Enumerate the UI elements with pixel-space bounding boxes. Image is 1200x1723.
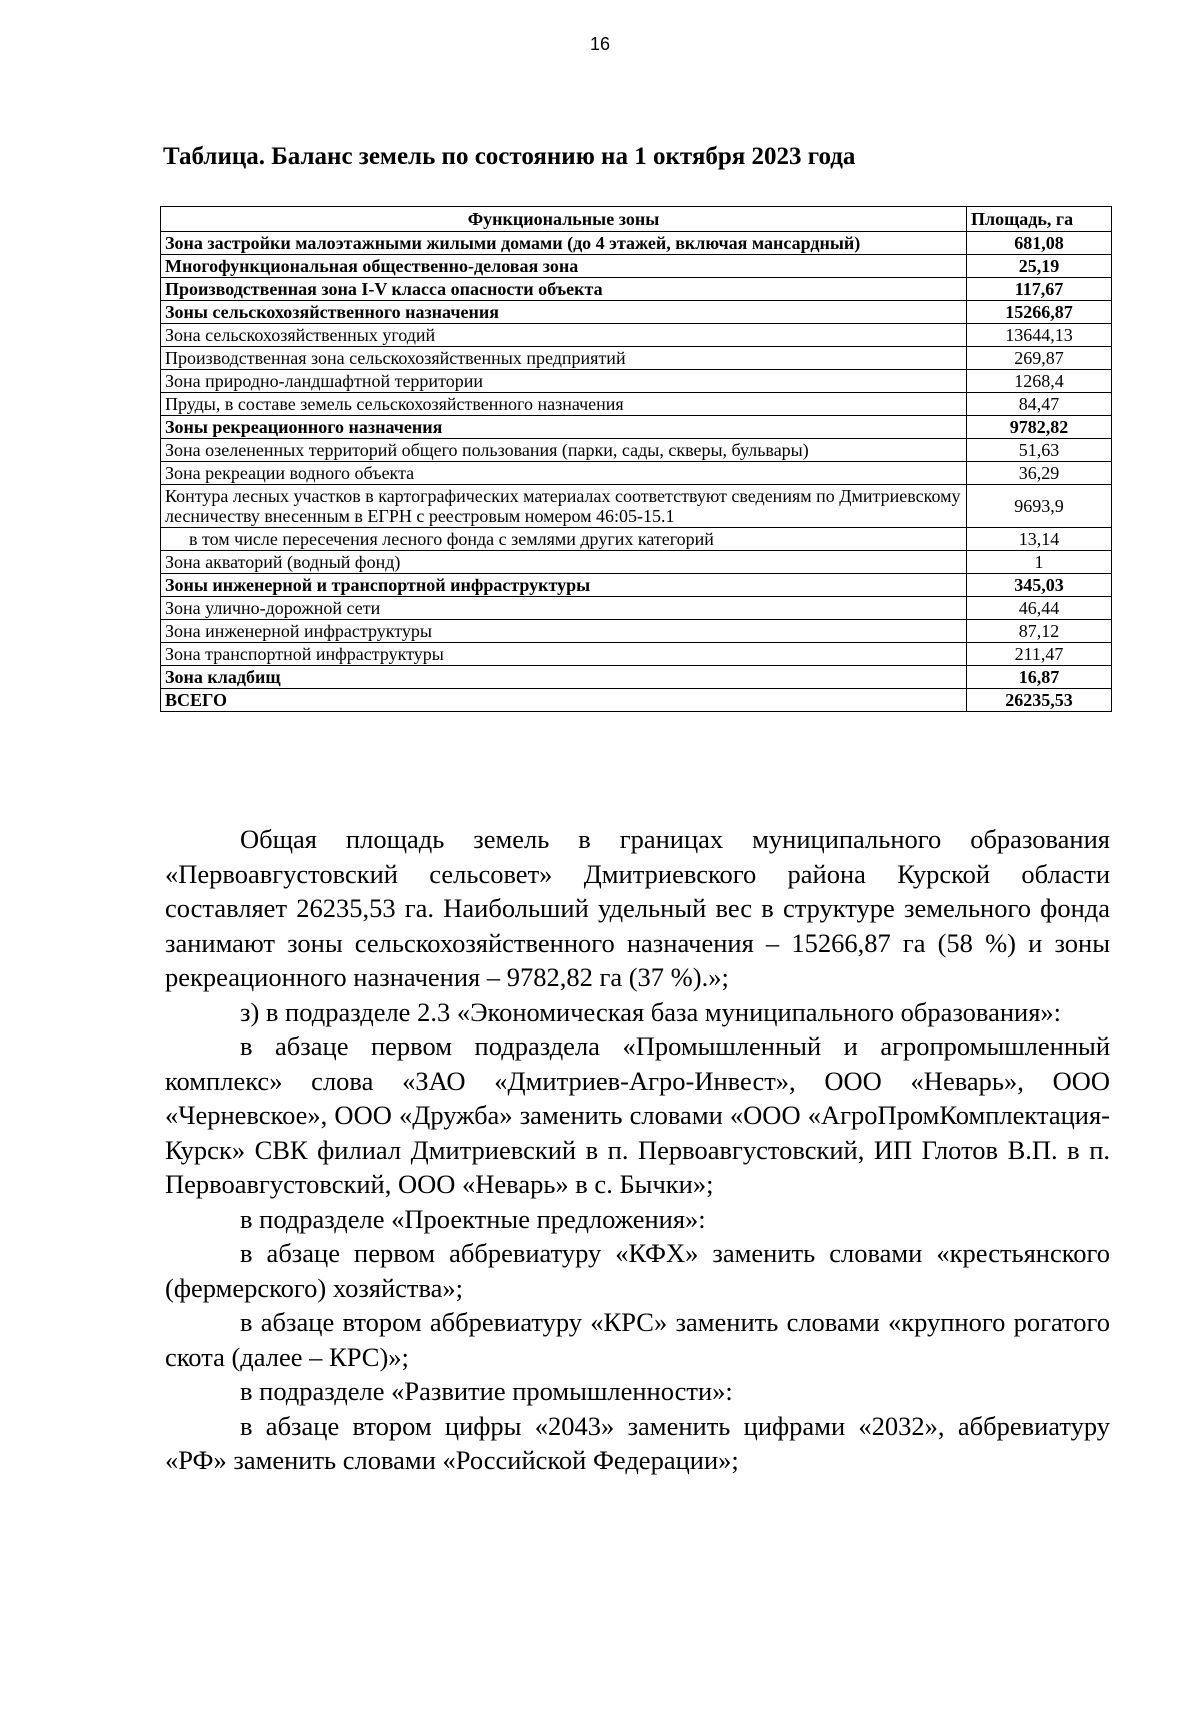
zone-area-cell: 25,19 [967,255,1112,278]
zone-area-cell: 84,47 [967,393,1112,416]
land-balance-table [160,206,1112,712]
table-row [161,597,1112,620]
table-row [161,439,1112,462]
zone-area-cell: 211,47 [967,643,1112,666]
zone-name-cell: Производственная зона I-V класса опасности объекта [161,278,967,301]
table-row [161,347,1112,370]
table-row [161,620,1112,643]
zone-name-cell: Зоны сельскохозяйственного назначения [161,301,967,324]
zone-name-cell: Зона застройки малоэтажными жилыми домами (до 4 этажей, включая мансардный) [161,232,967,255]
table-row [161,666,1112,689]
zone-area-cell: 9693,9 [967,485,1112,528]
zone-area-cell: 117,67 [967,278,1112,301]
zone-name-cell: Зона транспортной инфраструктуры [161,643,967,666]
table-row [161,393,1112,416]
zone-area-cell: 87,12 [967,620,1112,643]
paragraph: в абзаце первом подраздела «Промышленный и агропромышленный комплекс» слова «ЗАО «Дмитриев-Агро-Инвест», ООО «Неварь», ООО «Черневское», ООО «Дружба» заменить словами «ООО «АгроПромКомплектация-Курск» СВК филиал Дмитриевский в п. Первоавгустовский, ИП Глотов В.П. в п. Первоавгустовский, ООО «Неварь» в с. Бычки»; [165,1031,1110,1199]
zone-area-cell: 9782,82 [967,416,1112,439]
zone-area-cell: 1268,4 [967,370,1112,393]
paragraph: в абзаце втором цифры «2043» заменить цифрами «2032», аббревиатуру «РФ» заменить словами «Российской Федерации»; [165,1410,1110,1475]
zone-area-cell: 345,03 [967,574,1112,597]
header-zones: Функциональные зоны [161,207,967,232]
zone-area-cell: 36,29 [967,462,1112,485]
zone-area-cell: 13644,13 [967,324,1112,347]
zone-area-cell: 15266,87 [967,301,1112,324]
table-row [161,324,1112,347]
table-row [161,301,1112,324]
zone-name-cell: Зоны инженерной и транспортной инфраструктуры [161,574,967,597]
zone-area-cell: 16,87 [967,666,1112,689]
zone-name-cell: Зона рекреации водного объекта [161,462,967,485]
zone-name-cell: Пруды, в составе земель сельскохозяйственного назначения [161,393,967,416]
zone-name-cell: в том числе пересечения лесного фонда с землями других категорий [161,528,967,551]
paragraph: в абзаце первом аббревиатуру «КФХ» заменить словами «крестьянского (фермерского) хозяйства»; [165,1238,1110,1303]
zone-area-cell: 51,63 [967,439,1112,462]
zone-name-cell: ВСЕГО [161,689,967,712]
zone-name-cell: Зоны рекреационного назначения [161,416,967,439]
zone-name-cell: Зона озелененных территорий общего пользования (парки, сады, скверы, бульвары) [161,439,967,462]
zone-area-cell: 13,14 [967,528,1112,551]
table-row [161,278,1112,301]
paragraph: в абзаце втором аббревиатуру «КРС» заменить словами «крупного рогатого скота (далее – КРС)»; [165,1307,1110,1372]
table-row [161,255,1112,278]
zone-area-cell: 1 [967,551,1112,574]
paragraph: в подразделе «Проектные предложения»: [240,1203,706,1234]
table-row [161,462,1112,485]
zone-area-cell: 26235,53 [967,689,1112,712]
zone-name-cell: Зона кладбищ [161,666,967,689]
paragraph: Общая площадь земель в границах муниципального образования «Первоавгустовский сельсовет» Дмитриевского района Курской области составляет 26235,53 га. Наибольший удельный вес в структуре земельного фонда занимают зоны сельскохозяйственного назначения – 15266,87 га (58 %) и зоны рекреационного назначения – 9782,82 га (37 %).»; [165,824,1110,992]
zone-name-cell: Многофункциональная общественно-деловая зона [161,255,967,278]
zone-area-cell: 681,08 [967,232,1112,255]
table-row [161,370,1112,393]
table-row [161,551,1112,574]
table-row [161,643,1112,666]
body-text [165,822,1110,1478]
table-row [161,416,1112,439]
header-area: Площадь, га [967,207,1112,232]
table-header-row [161,207,1112,232]
table-row [161,232,1112,255]
zone-area-cell: 269,87 [967,347,1112,370]
table-row [161,574,1112,597]
table-title: Таблица. Баланс земель по состоянию на 1 октября 2023 года [163,143,856,170]
paragraph: в подразделе «Развитие промышленности»: [240,1376,733,1406]
table-row [161,528,1112,551]
zone-name-cell: Зона инженерной инфраструктуры [161,620,967,643]
zone-name-cell: Зона улично-дорожной сети [161,597,967,620]
zone-name-cell: Зона акваторий (водный фонд) [161,551,967,574]
zone-name-cell: Контура лесных участков в картографических материалах соответствуют сведениям по Дмитриевскому лесничеству внесенным в ЕГРН с реестровым номером 46:05-15.1 [161,485,967,528]
paragraph: з) в подразделе 2.3 «Экономическая база муниципального образования»: [240,996,1062,1027]
table-row [161,689,1112,712]
table-row [161,485,1112,528]
zone-name-cell: Зона природно-ландшафтной территории [161,370,967,393]
zone-area-cell: 46,44 [967,597,1112,620]
zone-name-cell: Производственная зона сельскохозяйственных предприятий [161,347,967,370]
page-number: 16 [589,34,611,54]
table-body [161,232,1112,712]
zone-name-cell: Зона сельскохозяйственных угодий [161,324,967,347]
